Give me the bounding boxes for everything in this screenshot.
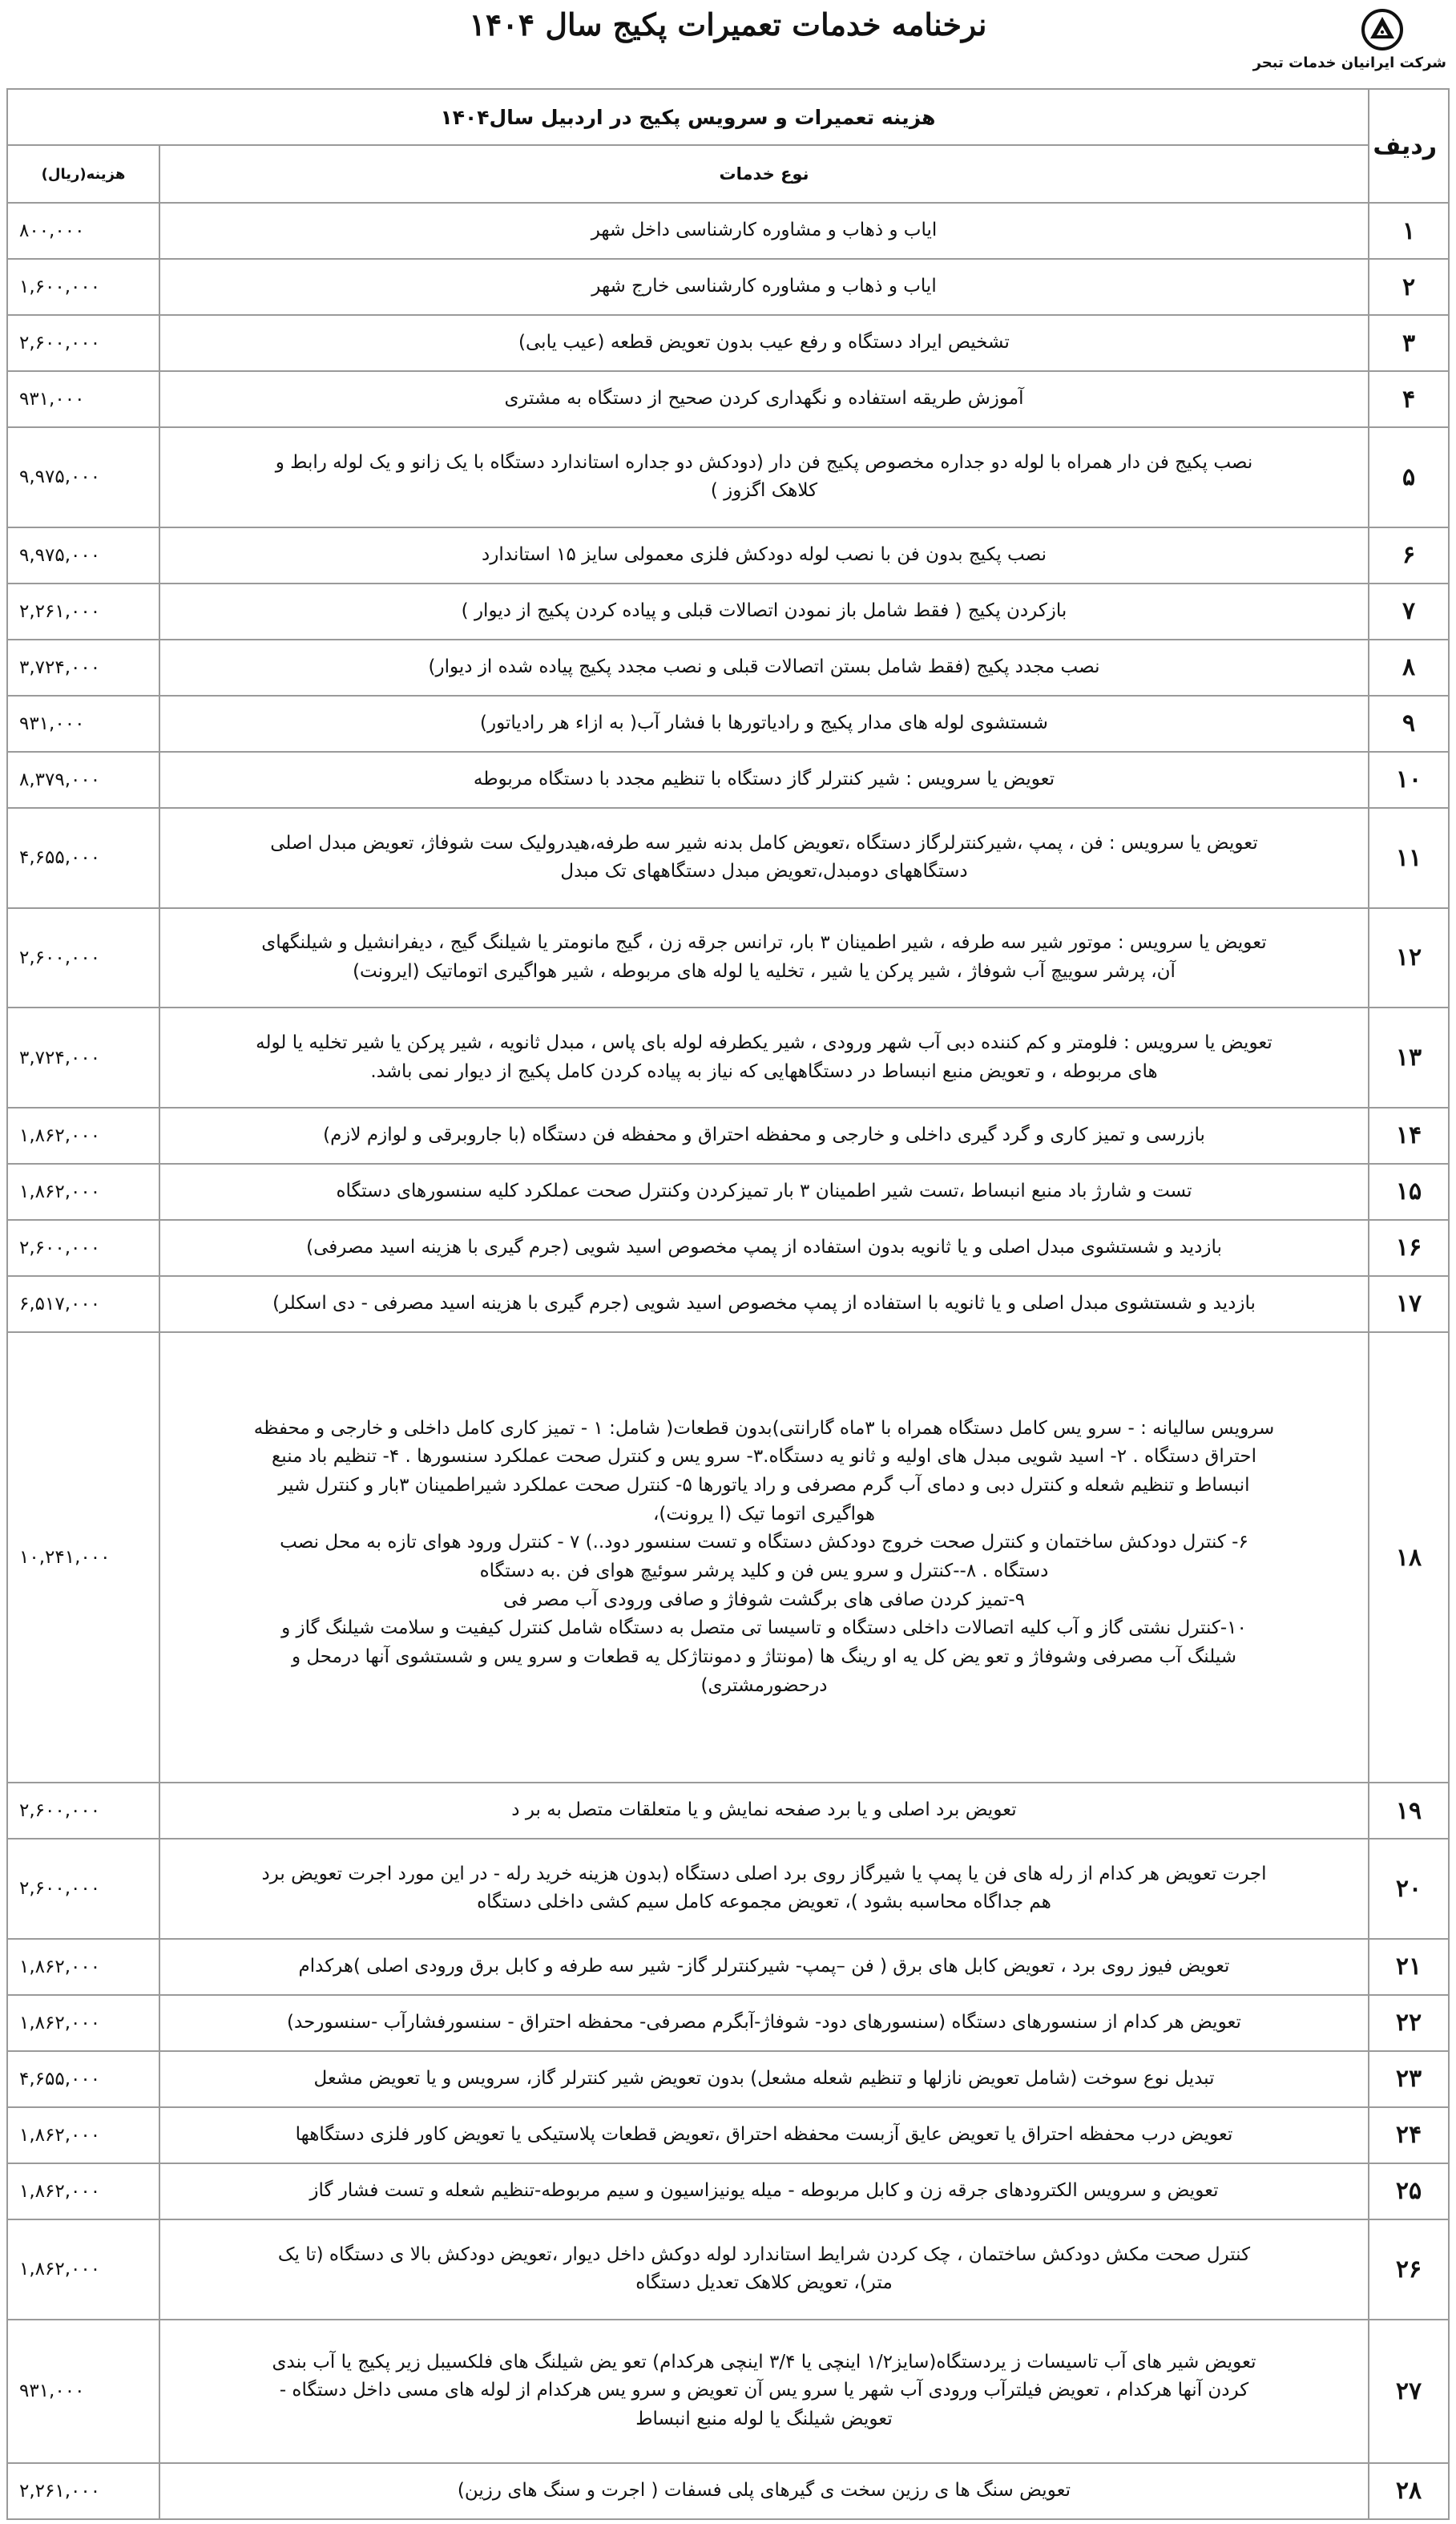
table-row [7, 1939, 1449, 1995]
row-number-header: ردیف [1369, 89, 1449, 203]
service-description-line: متر)، تعویض کلاهک تعدیل دستگاه [635, 2272, 893, 2294]
service-description-line: ایاب و ذهاب و مشاوره کارشناسی خارج شهر [591, 276, 937, 297]
service-type-header: نوع خدمات [159, 145, 1369, 203]
service-description-line: هواگیری اتوما تیک (ا یرونت)، [652, 1503, 876, 1524]
row-number: ۷ [1369, 584, 1449, 640]
row-number: ۲۷ [1369, 2320, 1449, 2463]
row-number: ۱۳ [1369, 1008, 1449, 1108]
service-description-line: تعویض یا سرویس : فلومتر و کم کننده دبی آب شهر ورودی ، شیر یکطرفه لوله بای پاس ، مبدل ثانویه ، شیر پرکن یا شیر تخلیه یا لوله [256, 1032, 1272, 1053]
service-price: ۲,۶۰۰,۰۰۰ [7, 315, 159, 371]
service-description-line: احتراق دستگاه . ۲- اسید شویی مبدل های اولیه و ثانو یه دستگاه.۳- سرو یس و کنترل صحت عملکرد سنسورها . ۴- تنظیم باد منبع [272, 1446, 1256, 1468]
service-description [159, 1783, 1369, 1839]
service-price: ۸,۳۷۹,۰۰۰ [7, 752, 159, 808]
service-description-line: تعویض هر کدام از سنسورهای دستگاه (سنسورهای دود- شوفاژ-آبگرم مصرفی- محفظه احتراق - سنسورفشارآب -سنسورحد) [287, 2011, 1241, 2033]
service-price: ۱,۸۶۲,۰۰۰ [7, 1939, 159, 1995]
service-description-line: درحضورمشتری) [700, 1674, 828, 1696]
row-number: ۱۹ [1369, 1783, 1449, 1839]
service-description [159, 696, 1369, 752]
table-row [7, 2463, 1449, 2519]
service-description [159, 1164, 1369, 1220]
service-description-line: شیلنگ آب مصرفی وشوفاژ و تعو یض کل یه او رینگ ها (مونتاژ و دمونتاژکل یه قطعات و سرو یس و شستشوی آنها درمحل و [291, 1646, 1237, 1667]
row-number: ۲۸ [1369, 2463, 1449, 2519]
row-number: ۲۰ [1369, 1839, 1449, 1939]
service-description-line: تعویض درب محفظه احتراق یا تعویض عایق آزبست محفظه احتراق ،تعویض قطعات پلاستیکی یا تعویض کاور فلزی دستگاهها [295, 2123, 1233, 2145]
service-description-line: تعویض برد اصلی و یا برد صفحه نمایش و یا متعلقات متصل به بر د [511, 1799, 1017, 1821]
service-description [159, 1332, 1369, 1783]
service-description [159, 2320, 1369, 2463]
row-number: ۱۷ [1369, 1276, 1449, 1332]
service-description-line: ۹-تمیز کردن صافی های برگشت شوفاژ و صافی ورودی آب مصر فی [503, 1589, 1025, 1610]
table-row [7, 1220, 1449, 1276]
company-name: شرکت ایرانیان خدمات تبحر [1252, 55, 1446, 71]
service-description-line: آن، پرشر سوییچ آب شوفاژ ، شیر پرکن یا شیر ، تخلیه یا لوله های مربوطه ، شیر هواگیری اتوماتیک (ایرونت) [353, 960, 1176, 982]
service-description-line: ۶- کنترل دودکش ساختمان و کنترل صحت خروج دودکش دستگاه و تست سنسور دود..) ۷ - کنترل ورود هوای تازه به محل نصب [280, 1532, 1248, 1553]
service-description [159, 371, 1369, 427]
service-description-line: تعویض شیلنگ یا لوله منبع انبساط [635, 2409, 893, 2430]
service-description-line: اجرت تعویض هر کدام از رله های فن یا پمپ یا شیرگاز روی برد اصلی دستگاه (بدون هزینه خرید رله - در این مورد اجرت تعویض برد [261, 1863, 1267, 1884]
service-price: ۳,۷۲۴,۰۰۰ [7, 640, 159, 696]
page-header [0, 0, 1456, 88]
service-price: ۱,۸۶۲,۰۰۰ [7, 2219, 159, 2320]
service-description-line: تعویض یا سرویس : موتور شیر سه طرفه ، شیر اطمینان ۳ بار، ترانس جرقه زن ، گیج مانومتر یا شیلنگ گیج ، دیفرانشیل و شیلنگهای [261, 932, 1267, 954]
service-description [159, 1839, 1369, 1939]
service-description-line: ۱۰-کنترل نشتی گاز و آب کلیه اتصالات داخلی دستگاه و تاسیسا تی متصل به دستگاه شامل کنترل کیفیت و سلامت شیلنگ گاز و [281, 1617, 1247, 1639]
column-header-row [7, 145, 1449, 203]
service-price: ۲,۲۶۱,۰۰۰ [7, 2463, 159, 2519]
service-description [159, 2163, 1369, 2219]
service-price: ۲,۶۰۰,۰۰۰ [7, 1783, 159, 1839]
service-description [159, 808, 1369, 908]
service-description-line: تعویض و سرویس الکترودهای جرقه زن و کابل مربوطه - میله یونیزاسیون و سیم مربوطه-تنظیم شعله و تست فشار گاز [309, 2180, 1219, 2201]
service-price: ۹۳۱,۰۰۰ [7, 371, 159, 427]
service-description-line: نصب پکیج فن دار همراه با لوله دو جداره مخصوص پکیج فن دار (دودکش دو جداره استاندارد دستگاه با یک زانو و یک لوله رابط و [275, 451, 1253, 473]
service-description [159, 259, 1369, 315]
service-price: ۲,۶۰۰,۰۰۰ [7, 908, 159, 1008]
table-row [7, 259, 1449, 315]
service-description [159, 1276, 1369, 1332]
row-number: ۵ [1369, 427, 1449, 527]
service-description [159, 584, 1369, 640]
service-description [159, 908, 1369, 1008]
table-row [7, 584, 1449, 640]
table-row [7, 1164, 1449, 1220]
table-row [7, 2320, 1449, 2463]
service-description-line: نصب پکیج بدون فن با نصب لوله دودکش فلزی معمولی سایز ۱۵ استاندارد [482, 543, 1047, 565]
service-price: ۱,۸۶۲,۰۰۰ [7, 1164, 159, 1220]
service-description-line: تعویض شیر های آب تاسیسات ز یردستگاه(سایز۱/۲ اینچی یا ۳/۴ اینچی هرکدام) تعو یض شیلنگ های فلکسیبل زیر پکیج یا آب بندی [272, 2351, 1256, 2373]
price-table [6, 88, 1450, 2520]
service-price: ۲,۲۶۱,۰۰۰ [7, 584, 159, 640]
row-number: ۱۶ [1369, 1220, 1449, 1276]
row-number: ۴ [1369, 371, 1449, 427]
service-description-line: آموزش طریقه استفاده و نگهداری کردن صحیح از دستگاه به مشتری [504, 388, 1024, 410]
table-row [7, 696, 1449, 752]
row-number: ۱۸ [1369, 1332, 1449, 1783]
service-price: ۶,۵۱۷,۰۰۰ [7, 1276, 159, 1332]
service-description-line: تشخیص ایراد دستگاه و رفع عیب بدون تعویض قطعه (عیب یابی) [518, 332, 1010, 353]
service-price: ۴,۶۵۵,۰۰۰ [7, 808, 159, 908]
table-row [7, 203, 1449, 259]
service-description-line: بازرسی و تمیز کاری و گرد گیری داخلی و خارجی و محفظه احتراق و محفظه فن دستگاه (با جاروبرقی و لوازم لازم) [323, 1125, 1205, 1146]
table-row [7, 315, 1449, 371]
service-price: ۹,۹۷۵,۰۰۰ [7, 527, 159, 584]
row-number: ۱۲ [1369, 908, 1449, 1008]
table-row [7, 752, 1449, 808]
service-description [159, 2219, 1369, 2320]
service-description-line: دستگاههای دومبدل،تعویض مبدل دستگاههای تک مبدل [560, 861, 968, 882]
service-price: ۹۳۱,۰۰۰ [7, 2320, 159, 2463]
service-price: ۹۳۱,۰۰۰ [7, 696, 159, 752]
service-description-line: تست و شارژ باد منبع انبساط ،تست شیر اطمینان ۳ بار تمیزکردن وکنترل صحت عملکرد کلیه سنسورهای دستگاه [336, 1181, 1192, 1202]
service-description [159, 1220, 1369, 1276]
service-description [159, 2463, 1369, 2519]
row-number: ۸ [1369, 640, 1449, 696]
row-number: ۱۱ [1369, 808, 1449, 908]
service-description-line: بازدید و شستشوی مبدل اصلی و یا ثانویه با استفاده از پمپ مخصوص اسید شویی (جرم گیری با هزینه اسید مصرفی - دی اسکلر) [272, 1293, 1256, 1314]
service-price: ۲,۶۰۰,۰۰۰ [7, 1220, 159, 1276]
service-description-line: انبساط و تنظیم شعله و کنترل دبی و دمای آب گرم مصرفی و راد یاتورها ۵- کنترل صحت عملکرد شیراطمینان ۳بار و کنترل شیر [278, 1475, 1250, 1496]
service-description-line: کنترل صحت مکش دودکش ساختمان ، چک کردن شرایط استاندارد لوله دوکش داخل دیوار ،تعویض دودکش بالا ی دستگاه (تا یک [277, 2243, 1251, 2265]
service-description-line: بازدید و شستشوی مبدل اصلی و یا ثانویه بدون استفاده از پمپ مخصوص اسید شویی (جرم گیری با هزینه اسید مصرفی) [306, 1237, 1222, 1258]
table-body [7, 203, 1449, 2519]
table-row [7, 1332, 1449, 1783]
table-row [7, 640, 1449, 696]
table-title-row [7, 89, 1449, 145]
service-description [159, 527, 1369, 584]
table-row [7, 1276, 1449, 1332]
service-description-line: تعویض یا سرویس : فن ، پمپ ،شیرکنترلرگاز دستگاه ،تعویض کامل بدنه شیر سه طرفه،هیدرولیک ست شوفاژ، تعویض مبدل اصلی [270, 832, 1258, 854]
table-row [7, 1995, 1449, 2051]
service-description [159, 427, 1369, 527]
service-price: ۱,۸۶۲,۰۰۰ [7, 1108, 159, 1164]
service-description-line: تعویض فیوز روی برد ، تعویض کابل های برق ( فن –پمپ- شیرکنترلر گاز- شیر سه طرفه و کابل برق ورودی اصلی )هرکدام [298, 1955, 1230, 1977]
service-description [159, 203, 1369, 259]
table-row [7, 908, 1449, 1008]
row-number: ۲۴ [1369, 2107, 1449, 2163]
service-price: ۸۰۰,۰۰۰ [7, 203, 159, 259]
service-description [159, 1008, 1369, 1108]
service-price: ۱۰,۲۴۱,۰۰۰ [7, 1332, 159, 1783]
service-description [159, 1939, 1369, 1995]
service-description-line: کلاهک اگزوز ) [710, 480, 818, 502]
table-row [7, 2051, 1449, 2107]
service-description [159, 1995, 1369, 2051]
table-row [7, 427, 1449, 527]
service-description [159, 752, 1369, 808]
service-description-line: تعویض یا سرویس : شیر کنترلر گاز دستگاه با تنظیم مجدد با دستگاه مربوطه [473, 769, 1055, 790]
table-row [7, 527, 1449, 584]
price-header: هزینه(ریال) [7, 145, 159, 203]
table-title: هزینه تعمیرات و سرویس پکیج در اردبیل سال۱۴۰۴ [7, 89, 1369, 145]
service-description [159, 2107, 1369, 2163]
table-row [7, 371, 1449, 427]
table-row [7, 1839, 1449, 1939]
row-number: ۱۰ [1369, 752, 1449, 808]
service-description [159, 315, 1369, 371]
service-price: ۱,۸۶۲,۰۰۰ [7, 1995, 159, 2051]
service-price: ۳,۷۲۴,۰۰۰ [7, 1008, 159, 1108]
row-number: ۲۵ [1369, 2163, 1449, 2219]
row-number: ۲۲ [1369, 1995, 1449, 2051]
row-number: ۱۵ [1369, 1164, 1449, 1220]
row-number: ۱۴ [1369, 1108, 1449, 1164]
service-price: ۴,۶۵۵,۰۰۰ [7, 2051, 159, 2107]
service-description-line: شستشوی لوله های مدار پکیج و رادیاتورها با فشار آب( به ازاء هر رادیاتور) [480, 712, 1048, 733]
row-number: ۱ [1369, 203, 1449, 259]
service-description-line: بازکردن پکیج ( فقط شامل باز نمودن اتصالات قبلی و پیاده کردن پکیج از دیوار ) [461, 600, 1067, 621]
row-number: ۶ [1369, 527, 1449, 584]
service-price: ۱,۸۶۲,۰۰۰ [7, 2163, 159, 2219]
service-description-line: نصب مجدد پکیج (فقط شامل بستن اتصالات قبلی و نصب مجدد پکیج پیاده شده از دیوار) [428, 656, 1100, 677]
service-description-line: تعویض سنگ ها ی رزین سخت ی گیرهای پلی فسفات ( اجرت و سنگ های رزین) [457, 2480, 1071, 2502]
service-price: ۲,۶۰۰,۰۰۰ [7, 1839, 159, 1939]
document-title: نرخنامه خدمات تعمیرات پکیج سال ۱۴۰۴ [469, 6, 987, 42]
table-row [7, 1108, 1449, 1164]
table-row [7, 1783, 1449, 1839]
service-description [159, 2051, 1369, 2107]
table-row [7, 808, 1449, 908]
service-description-line: های مربوطه ، و تعویض منبع انبساط در دستگاههایی که نیاز به پیاده کردن کامل پکیج از دیوار نمی باشد. [370, 1060, 1158, 1082]
table-row [7, 2107, 1449, 2163]
service-description [159, 1108, 1369, 1164]
service-description-line: هم جداگاه محاسبه بشود )، تعویض مجموعه کامل سیم کشی داخلی دستگاه [477, 1892, 1051, 1913]
service-price: ۹,۹۷۵,۰۰۰ [7, 427, 159, 527]
service-description-line: کردن آنها هرکدام ، تعویض فیلترآب ورودی آب شهر یا سرو یس آن تعویض و سرو یس هرکدام از لوله های مسی داخل دستگاه - [279, 2380, 1249, 2401]
row-number: ۳ [1369, 315, 1449, 371]
service-description-line: تبدیل نوع سوخت (شامل تعویض نازلها و تنظیم شعله مشعل) بدون تعویض شیر کنترلر گاز، سرویس و یا تعویض مشعل [313, 2067, 1215, 2089]
row-number: ۲ [1369, 259, 1449, 315]
table-row [7, 2163, 1449, 2219]
row-number: ۲۳ [1369, 2051, 1449, 2107]
row-number: ۲۶ [1369, 2219, 1449, 2320]
service-description-line: سرویس سالیانه : - سرو یس کامل دستگاه همراه با ۳ماه گارانتی)بدون قطعات( شامل: ۱ - تمیز کاری کامل داخلی و خارجی و محفظه [253, 1417, 1275, 1439]
service-description-line: ایاب و ذهاب و مشاوره کارشناسی داخل شهر [591, 220, 938, 241]
service-description [159, 640, 1369, 696]
service-price: ۱,۶۰۰,۰۰۰ [7, 259, 159, 315]
row-number: ۲۱ [1369, 1939, 1449, 1995]
row-number: ۹ [1369, 696, 1449, 752]
table-row [7, 2219, 1449, 2320]
service-description-line: دستگاه . ۸--کنترل و سرو یس فن و کلید پرشر سوئیچ هوای فن .به دستگاه [479, 1561, 1049, 1581]
service-price: ۱,۸۶۲,۰۰۰ [7, 2107, 159, 2163]
table-row [7, 1008, 1449, 1108]
